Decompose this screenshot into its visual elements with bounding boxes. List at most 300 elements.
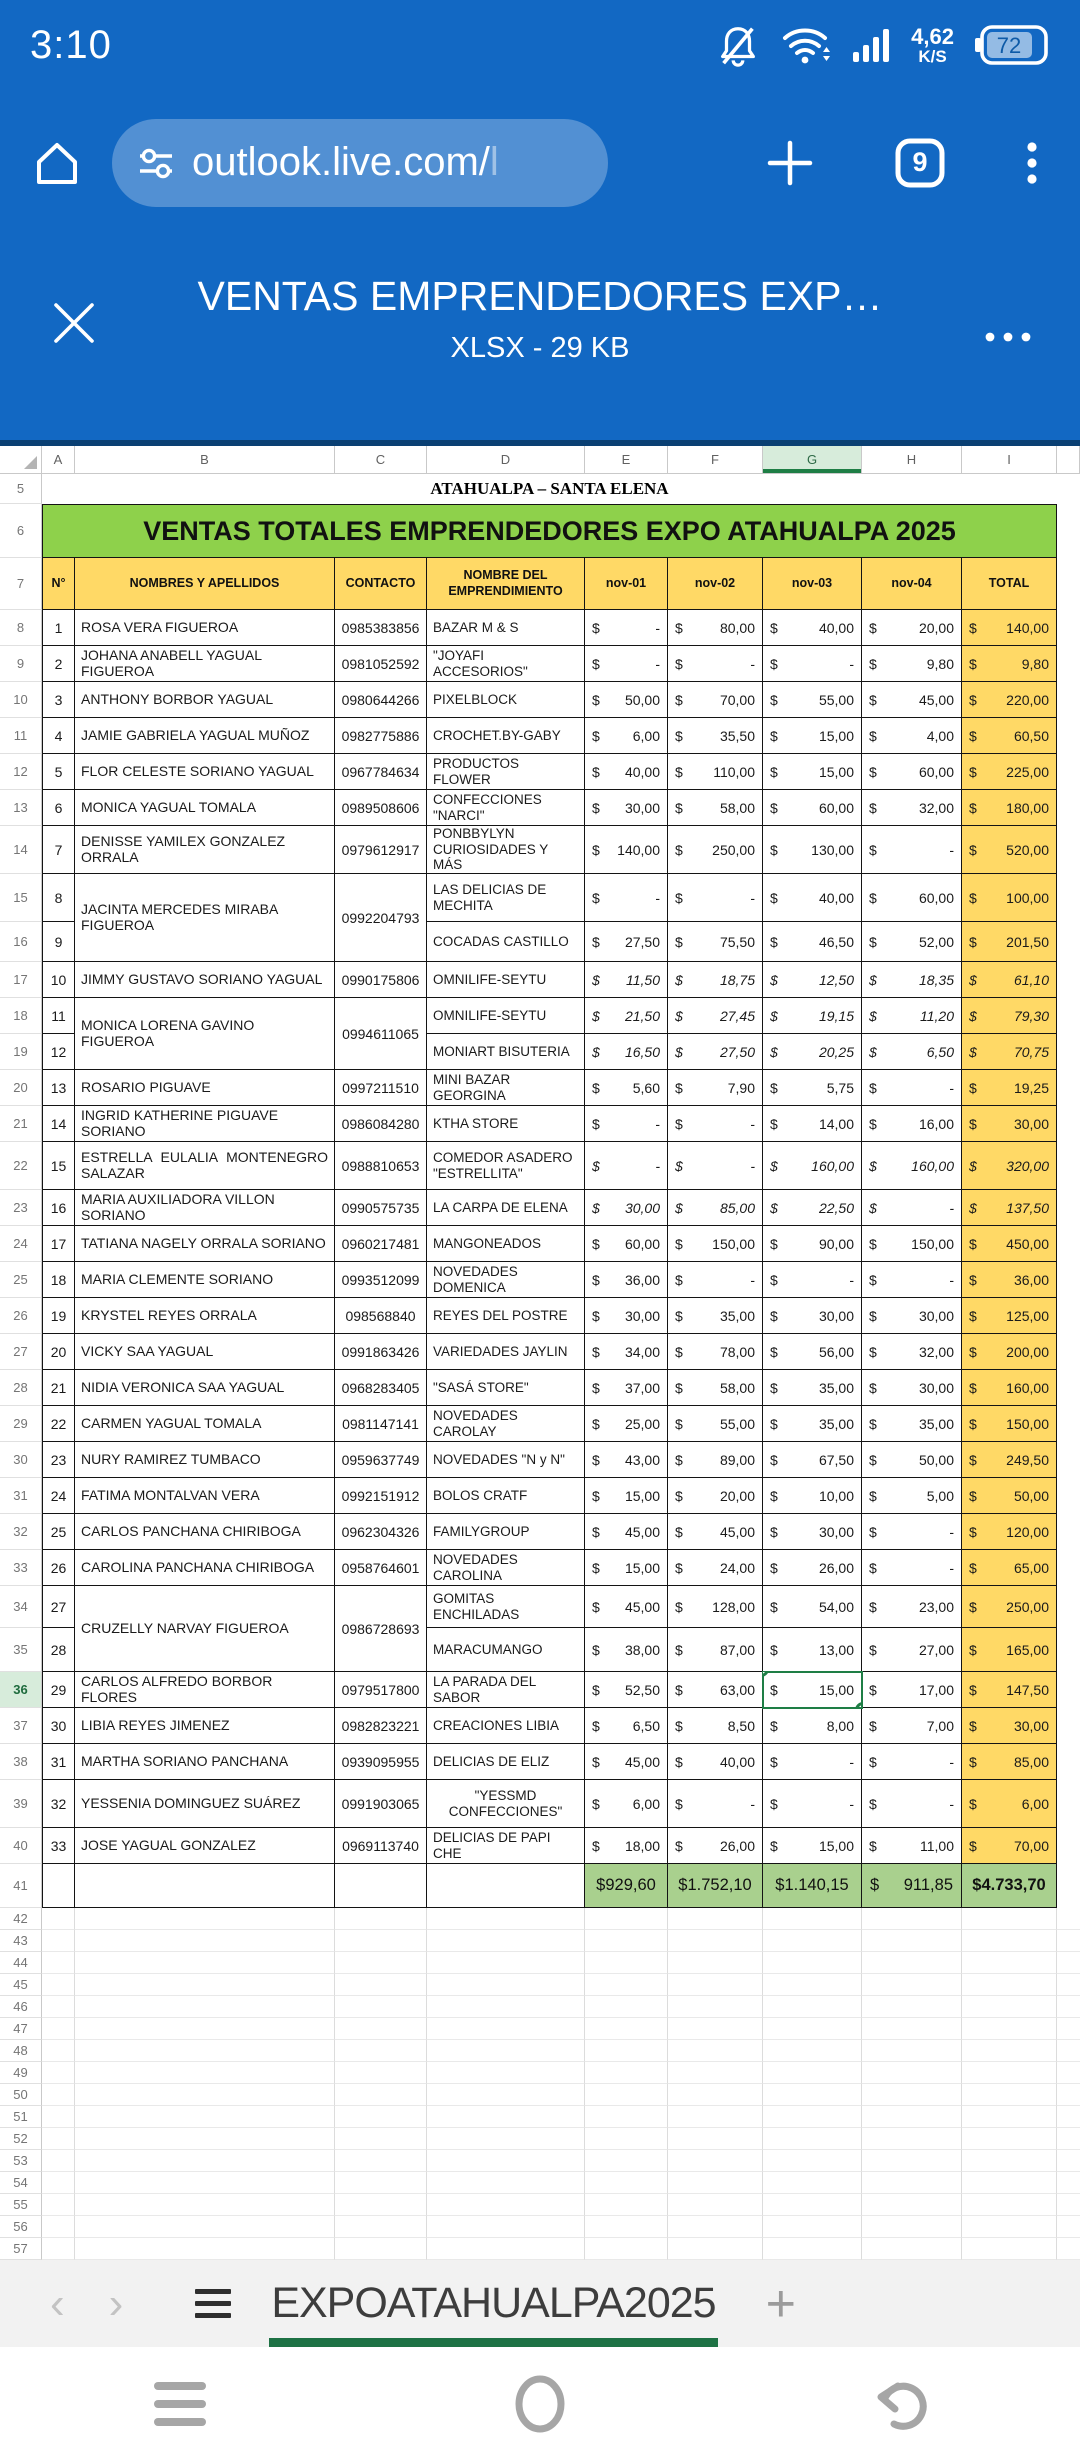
cell-empty-52[interactable]	[668, 2128, 763, 2150]
cell-B17[interactable]: JIMMY GUSTAVO SORIANO YAGUAL	[75, 962, 335, 998]
row-header-33[interactable]: 33	[0, 1550, 42, 1586]
cell-D16[interactable]: COCADAS CASTILLO	[427, 922, 585, 962]
cell-D9[interactable]: "JOYAFI ACCESORIOS"	[427, 646, 585, 682]
cell-empty-57[interactable]	[75, 2238, 335, 2260]
cell-B22[interactable]: ESTRELLA EULALIA MONTENEGRO SALAZAR	[75, 1142, 335, 1190]
cell-I11[interactable]: $ 60,50	[962, 718, 1057, 754]
cell-empty-45[interactable]	[763, 1974, 862, 1996]
cell-empty-54[interactable]	[862, 2172, 962, 2194]
cell-E37[interactable]: $ 6,50	[585, 1708, 668, 1744]
tab-switcher-button[interactable]	[894, 137, 946, 189]
cell-empty-46[interactable]	[42, 1996, 75, 2018]
cell-H30[interactable]: $ 50,00	[862, 1442, 962, 1478]
cell-H39[interactable]: $ -	[862, 1780, 962, 1828]
cell-F17[interactable]: $ 18,75	[668, 962, 763, 998]
cell-F11[interactable]: $ 35,50	[668, 718, 763, 754]
header-cell-E7[interactable]: nov-01	[585, 558, 668, 610]
cell-D28[interactable]: "SASÁ STORE"	[427, 1370, 585, 1406]
cell-empty-56[interactable]	[335, 2216, 427, 2238]
row-header-47[interactable]: 47	[0, 2018, 42, 2040]
cell-empty-52[interactable]	[763, 2128, 862, 2150]
cell-empty-43[interactable]	[668, 1930, 763, 1952]
cell-empty-43[interactable]	[862, 1930, 962, 1952]
cell-I20[interactable]: $ 19,25	[962, 1070, 1057, 1106]
cell-A9[interactable]: 2	[42, 646, 75, 682]
cell-A16[interactable]: 9	[42, 922, 75, 962]
cell-B9[interactable]: JOHANA ANABELL YAGUAL FIGUEROA	[75, 646, 335, 682]
cell-G26[interactable]: $ 30,00	[763, 1298, 862, 1334]
cell-G23[interactable]: $ 22,50	[763, 1190, 862, 1226]
row-header-26[interactable]: 26	[0, 1298, 42, 1334]
cell-empty-54[interactable]	[1057, 2172, 1080, 2194]
row-header-11[interactable]: 11	[0, 718, 42, 754]
cell-A8[interactable]: 1	[42, 610, 75, 646]
cell-B27[interactable]: VICKY SAA YAGUAL	[75, 1334, 335, 1370]
column-header-G[interactable]: G	[763, 446, 862, 474]
row-header-16[interactable]: 16	[0, 922, 42, 962]
cell-I17[interactable]: $ 61,10	[962, 962, 1057, 998]
cell-H12[interactable]: $ 60,00	[862, 754, 962, 790]
select-all-corner[interactable]	[0, 446, 42, 474]
cell-B13[interactable]: MONICA YAGUAL TOMALA	[75, 790, 335, 826]
cell-empty-53[interactable]	[42, 2150, 75, 2172]
cell-empty-56[interactable]	[763, 2216, 862, 2238]
cell-B18[interactable]: MONICA LORENA GAVINO FIGUEROA	[75, 998, 335, 1070]
cell-empty-49[interactable]	[668, 2062, 763, 2084]
cell-G41[interactable]: $1.140,15	[763, 1864, 862, 1908]
cell-empty-56[interactable]	[427, 2216, 585, 2238]
cell-E25[interactable]: $ 36,00	[585, 1262, 668, 1298]
cell-H9[interactable]: $ 9,80	[862, 646, 962, 682]
cell-empty-51[interactable]	[862, 2106, 962, 2128]
cell-empty-42[interactable]	[668, 1908, 763, 1930]
cell-G31[interactable]: $ 10,00	[763, 1478, 862, 1514]
cell-E40[interactable]: $ 18,00	[585, 1828, 668, 1864]
cell-B21[interactable]: INGRID KATHERINE PIGUAVE SORIANO	[75, 1106, 335, 1142]
cell-I9[interactable]: $ 9,80	[962, 646, 1057, 682]
cell-I38[interactable]: $ 85,00	[962, 1744, 1057, 1780]
cell-empty-53[interactable]	[427, 2150, 585, 2172]
cell-F13[interactable]: $ 58,00	[668, 790, 763, 826]
cell-empty-49[interactable]	[427, 2062, 585, 2084]
cell-H23[interactable]: $ -	[862, 1190, 962, 1226]
cell-H17[interactable]: $ 18,35	[862, 962, 962, 998]
cell-empty-47[interactable]	[1057, 2018, 1080, 2040]
cell-empty-50[interactable]	[668, 2084, 763, 2106]
row-header-39[interactable]: 39	[0, 1780, 42, 1828]
cell-G14[interactable]: $ 130,00	[763, 826, 862, 874]
cell-C17[interactable]: 0990175806	[335, 962, 427, 998]
row-header-53[interactable]: 53	[0, 2150, 42, 2172]
cell-F41[interactable]: $1.752,10	[668, 1864, 763, 1908]
header-cell-D7[interactable]: NOMBRE DEL EMPRENDIMIENTO	[427, 558, 585, 610]
cell-empty-52[interactable]	[1057, 2128, 1080, 2150]
cell-empty-48[interactable]	[42, 2040, 75, 2062]
cell-C38[interactable]: 0939095955	[335, 1744, 427, 1780]
row-header-7[interactable]: 7	[0, 558, 42, 610]
cell-A41[interactable]	[42, 1864, 75, 1908]
cell-empty-47[interactable]	[427, 2018, 585, 2040]
cell-empty-43[interactable]	[335, 1930, 427, 1952]
cell-empty-46[interactable]	[427, 1996, 585, 2018]
row-header-55[interactable]: 55	[0, 2194, 42, 2216]
cell-I39[interactable]: $ 6,00	[962, 1780, 1057, 1828]
cell-E32[interactable]: $ 45,00	[585, 1514, 668, 1550]
cell-empty-53[interactable]	[962, 2150, 1057, 2172]
cell-E16[interactable]: $ 27,50	[585, 922, 668, 962]
cell-D40[interactable]: DELICIAS DE PAPI CHE	[427, 1828, 585, 1864]
cell-A19[interactable]: 12	[42, 1034, 75, 1070]
cell-H14[interactable]: $ -	[862, 826, 962, 874]
cell-empty-53[interactable]	[763, 2150, 862, 2172]
cell-B41[interactable]	[75, 1864, 335, 1908]
new-tab-button[interactable]	[764, 137, 816, 189]
cell-empty-53[interactable]	[668, 2150, 763, 2172]
row-header-18[interactable]: 18	[0, 998, 42, 1034]
row-header-35[interactable]: 35	[0, 1628, 42, 1672]
row-header-37[interactable]: 37	[0, 1708, 42, 1744]
cell-F16[interactable]: $ 75,50	[668, 922, 763, 962]
cell-empty-49[interactable]	[962, 2062, 1057, 2084]
cell-empty-55[interactable]	[427, 2194, 585, 2216]
row-header-20[interactable]: 20	[0, 1070, 42, 1106]
cell-A34[interactable]: 27	[42, 1586, 75, 1628]
cell-B40[interactable]: JOSE YAGUAL GONZALEZ	[75, 1828, 335, 1864]
close-button[interactable]	[48, 297, 100, 349]
cell-empty-57[interactable]	[862, 2238, 962, 2260]
cell-A25[interactable]: 18	[42, 1262, 75, 1298]
cell-empty-50[interactable]	[335, 2084, 427, 2106]
cell-I15[interactable]: $ 100,00	[962, 874, 1057, 922]
cell-G40[interactable]: $ 15,00	[763, 1828, 862, 1864]
cell-H25[interactable]: $ -	[862, 1262, 962, 1298]
cell-A35[interactable]: 28	[42, 1628, 75, 1672]
cell-empty-43[interactable]	[962, 1930, 1057, 1952]
cell-empty-53[interactable]	[335, 2150, 427, 2172]
row-header-30[interactable]: 30	[0, 1442, 42, 1478]
next-sheet-button[interactable]: ›	[108, 2278, 124, 2328]
cell-E24[interactable]: $ 60,00	[585, 1226, 668, 1262]
cell-D26[interactable]: REYES DEL POSTRE	[427, 1298, 585, 1334]
cell-G20[interactable]: $ 5,75	[763, 1070, 862, 1106]
cell-empty-56[interactable]	[42, 2216, 75, 2238]
cell-empty-57[interactable]	[763, 2238, 862, 2260]
cell-D27[interactable]: VARIEDADES JAYLIN	[427, 1334, 585, 1370]
cell-I19[interactable]: $ 70,75	[962, 1034, 1057, 1070]
cell-F21[interactable]: $ -	[668, 1106, 763, 1142]
cell-H28[interactable]: $ 30,00	[862, 1370, 962, 1406]
cell-H11[interactable]: $ 4,00	[862, 718, 962, 754]
header-cell-B7[interactable]: NOMBRES Y APELLIDOS	[75, 558, 335, 610]
cell-A32[interactable]: 25	[42, 1514, 75, 1550]
cell-C29[interactable]: 0981147141	[335, 1406, 427, 1442]
cell-empty-51[interactable]	[585, 2106, 668, 2128]
cell-A22[interactable]: 15	[42, 1142, 75, 1190]
cell-C31[interactable]: 0992151912	[335, 1478, 427, 1514]
row-header-45[interactable]: 45	[0, 1974, 42, 1996]
cell-F27[interactable]: $ 78,00	[668, 1334, 763, 1370]
cell-A11[interactable]: 4	[42, 718, 75, 754]
row-header-57[interactable]: 57	[0, 2238, 42, 2260]
row-header-21[interactable]: 21	[0, 1106, 42, 1142]
cell-G27[interactable]: $ 56,00	[763, 1334, 862, 1370]
row-header-17[interactable]: 17	[0, 962, 42, 998]
cell-D39[interactable]: "YESSMD CONFECCIONES"	[427, 1780, 585, 1828]
cell-A28[interactable]: 21	[42, 1370, 75, 1406]
cell-B30[interactable]: NURY RAMIREZ TUMBACO	[75, 1442, 335, 1478]
cell-empty-55[interactable]	[1057, 2194, 1080, 2216]
row-header-40[interactable]: 40	[0, 1828, 42, 1864]
cell-G39[interactable]: $ -	[763, 1780, 862, 1828]
cell-empty-52[interactable]	[962, 2128, 1057, 2150]
cell-empty-54[interactable]	[585, 2172, 668, 2194]
cell-H18[interactable]: $ 11,20	[862, 998, 962, 1034]
cell-A37[interactable]: 30	[42, 1708, 75, 1744]
cell-A26[interactable]: 19	[42, 1298, 75, 1334]
row-header-24[interactable]: 24	[0, 1226, 42, 1262]
cell-A23[interactable]: 16	[42, 1190, 75, 1226]
cell-E20[interactable]: $ 5,60	[585, 1070, 668, 1106]
cell-D31[interactable]: BOLOS CRATF	[427, 1478, 585, 1514]
cell-G13[interactable]: $ 60,00	[763, 790, 862, 826]
cell-empty-50[interactable]	[42, 2084, 75, 2106]
row-header-8[interactable]: 8	[0, 610, 42, 646]
cell-A24[interactable]: 17	[42, 1226, 75, 1262]
cell-empty-44[interactable]	[335, 1952, 427, 1974]
row-header-10[interactable]: 10	[0, 682, 42, 718]
cell-G10[interactable]: $ 55,00	[763, 682, 862, 718]
cell-I24[interactable]: $ 450,00	[962, 1226, 1057, 1262]
cell-B24[interactable]: TATIANA NAGELY ORRALA SORIANO	[75, 1226, 335, 1262]
selection-handle-top[interactable]	[763, 1672, 769, 1677]
cell-empty-50[interactable]	[962, 2084, 1057, 2106]
cell-empty-55[interactable]	[763, 2194, 862, 2216]
header-cell-C7[interactable]: CONTACTO	[335, 558, 427, 610]
cell-D24[interactable]: MANGONEADOS	[427, 1226, 585, 1262]
cell-empty-46[interactable]	[862, 1996, 962, 2018]
cell-D36[interactable]: LA PARADA DEL SABOR	[427, 1672, 585, 1708]
row-header-9[interactable]: 9	[0, 646, 42, 682]
cell-empty-56[interactable]	[585, 2216, 668, 2238]
cell-D41[interactable]	[427, 1864, 585, 1908]
spreadsheet-viewport[interactable]	[0, 446, 1080, 2260]
cell-A15[interactable]: 8	[42, 874, 75, 922]
cell-E9[interactable]: $ -	[585, 646, 668, 682]
cell-I30[interactable]: $ 249,50	[962, 1442, 1057, 1478]
cell-F29[interactable]: $ 55,00	[668, 1406, 763, 1442]
row-header-51[interactable]: 51	[0, 2106, 42, 2128]
cell-B11[interactable]: JAMIE GABRIELA YAGUAL MUÑOZ	[75, 718, 335, 754]
nav-home-button[interactable]	[360, 2373, 720, 2435]
cell-H32[interactable]: $ -	[862, 1514, 962, 1550]
cell-empty-44[interactable]	[668, 1952, 763, 1974]
cell-E13[interactable]: $ 30,00	[585, 790, 668, 826]
cell-D37[interactable]: CREACIONES LIBIA	[427, 1708, 585, 1744]
cell-D19[interactable]: MONIART BISUTERIA	[427, 1034, 585, 1070]
row-header-54[interactable]: 54	[0, 2172, 42, 2194]
cell-C30[interactable]: 0959637749	[335, 1442, 427, 1478]
cell-empty-51[interactable]	[668, 2106, 763, 2128]
cell-empty-54[interactable]	[427, 2172, 585, 2194]
column-header-D[interactable]: D	[427, 446, 585, 474]
cell-E27[interactable]: $ 34,00	[585, 1334, 668, 1370]
cell-D21[interactable]: KTHA STORE	[427, 1106, 585, 1142]
cell-empty-56[interactable]	[75, 2216, 335, 2238]
cell-B29[interactable]: CARMEN YAGUAL TOMALA	[75, 1406, 335, 1442]
cell-empty-48[interactable]	[668, 2040, 763, 2062]
cell-D22[interactable]: COMEDOR ASADERO "ESTRELLITA"	[427, 1142, 585, 1190]
header-cell-F7[interactable]: nov-02	[668, 558, 763, 610]
cell-empty-50[interactable]	[75, 2084, 335, 2106]
cell-C18[interactable]: 0994611065	[335, 998, 427, 1070]
cell-empty-49[interactable]	[335, 2062, 427, 2084]
cell-A40[interactable]: 33	[42, 1828, 75, 1864]
cell-empty-45[interactable]	[585, 1974, 668, 1996]
cell-empty-45[interactable]	[42, 1974, 75, 1996]
cell-empty-42[interactable]	[335, 1908, 427, 1930]
cell-F10[interactable]: $ 70,00	[668, 682, 763, 718]
cell-empty-45[interactable]	[1057, 1974, 1080, 1996]
column-header-F[interactable]: F	[668, 446, 763, 474]
row-header-32[interactable]: 32	[0, 1514, 42, 1550]
cell-C37[interactable]: 0982823221	[335, 1708, 427, 1744]
cell-empty-42[interactable]	[585, 1908, 668, 1930]
cell-F34[interactable]: $ 128,00	[668, 1586, 763, 1628]
cell-H37[interactable]: $ 7,00	[862, 1708, 962, 1744]
cell-empty-42[interactable]	[763, 1908, 862, 1930]
cell-F36[interactable]: $ 63,00	[668, 1672, 763, 1708]
row-header-19[interactable]: 19	[0, 1034, 42, 1070]
cell-D17[interactable]: OMNILIFE-SEYTU	[427, 962, 585, 998]
cell-B10[interactable]: ANTHONY BORBOR YAGUAL	[75, 682, 335, 718]
cell-C12[interactable]: 0967784634	[335, 754, 427, 790]
cell-F9[interactable]: $ -	[668, 646, 763, 682]
cell-empty-53[interactable]	[1057, 2150, 1080, 2172]
cell-banner-title[interactable]: VENTAS TOTALES EMPRENDEDORES EXPO ATAHUALPA 2025	[42, 504, 1057, 558]
cell-empty-47[interactable]	[335, 2018, 427, 2040]
cell-empty-49[interactable]	[585, 2062, 668, 2084]
row-header-6[interactable]: 6	[0, 504, 42, 558]
cell-G8[interactable]: $ 40,00	[763, 610, 862, 646]
row-header-44[interactable]: 44	[0, 1952, 42, 1974]
cell-H13[interactable]: $ 32,00	[862, 790, 962, 826]
cell-A10[interactable]: 3	[42, 682, 75, 718]
cell-I31[interactable]: $ 50,00	[962, 1478, 1057, 1514]
row-header-56[interactable]: 56	[0, 2216, 42, 2238]
cell-D30[interactable]: NOVEDADES "N y N"	[427, 1442, 585, 1478]
cell-empty-55[interactable]	[75, 2194, 335, 2216]
cell-empty-57[interactable]	[668, 2238, 763, 2260]
cell-empty-43[interactable]	[42, 1930, 75, 1952]
cell-A18[interactable]: 11	[42, 998, 75, 1034]
cell-F30[interactable]: $ 89,00	[668, 1442, 763, 1478]
cell-empty-44[interactable]	[42, 1952, 75, 1974]
cell-F15[interactable]: $ -	[668, 874, 763, 922]
cell-B36[interactable]: CARLOS ALFREDO BORBOR FLORES	[75, 1672, 335, 1708]
row-header-27[interactable]: 27	[0, 1334, 42, 1370]
cell-D13[interactable]: CONFECCIONES "NARCI"	[427, 790, 585, 826]
cell-empty-45[interactable]	[862, 1974, 962, 1996]
cell-empty-52[interactable]	[862, 2128, 962, 2150]
selection-handle-bottom[interactable]	[855, 1702, 862, 1708]
cell-empty-45[interactable]	[668, 1974, 763, 1996]
cell-C26[interactable]: 098568840	[335, 1298, 427, 1334]
cell-empty-43[interactable]	[585, 1930, 668, 1952]
row-header-34[interactable]: 34	[0, 1586, 42, 1628]
cell-F26[interactable]: $ 35,00	[668, 1298, 763, 1334]
cell-G24[interactable]: $ 90,00	[763, 1226, 862, 1262]
cell-empty-52[interactable]	[585, 2128, 668, 2150]
cell-B12[interactable]: FLOR CELESTE SORIANO YAGUAL	[75, 754, 335, 790]
cell-C22[interactable]: 0988810653	[335, 1142, 427, 1190]
cell-empty-47[interactable]	[585, 2018, 668, 2040]
row-header-41[interactable]: 41	[0, 1864, 42, 1908]
cell-C14[interactable]: 0979612917	[335, 826, 427, 874]
cell-empty-48[interactable]	[335, 2040, 427, 2062]
cell-B28[interactable]: NIDIA VERONICA SAA YAGUAL	[75, 1370, 335, 1406]
cell-A13[interactable]: 6	[42, 790, 75, 826]
cell-B33[interactable]: CAROLINA PANCHANA CHIRIBOGA	[75, 1550, 335, 1586]
row-header-43[interactable]: 43	[0, 1930, 42, 1952]
cell-C8[interactable]: 0985383856	[335, 610, 427, 646]
cell-E14[interactable]: $ 140,00	[585, 826, 668, 874]
cell-empty-54[interactable]	[42, 2172, 75, 2194]
cell-I12[interactable]: $ 225,00	[962, 754, 1057, 790]
row-header-22[interactable]: 22	[0, 1142, 42, 1190]
cell-D38[interactable]: DELICIAS DE ELIZ	[427, 1744, 585, 1780]
cell-C25[interactable]: 0993512099	[335, 1262, 427, 1298]
cell-H21[interactable]: $ 16,00	[862, 1106, 962, 1142]
cell-E23[interactable]: $ 30,00	[585, 1190, 668, 1226]
cell-A20[interactable]: 13	[42, 1070, 75, 1106]
cell-empty-52[interactable]	[75, 2128, 335, 2150]
cell-empty-57[interactable]	[335, 2238, 427, 2260]
cell-A14[interactable]: 7	[42, 826, 75, 874]
cell-A27[interactable]: 20	[42, 1334, 75, 1370]
header-cell-G7[interactable]: nov-03	[763, 558, 862, 610]
cell-empty-42[interactable]	[42, 1908, 75, 1930]
cell-H26[interactable]: $ 30,00	[862, 1298, 962, 1334]
cell-F14[interactable]: $ 250,00	[668, 826, 763, 874]
cell-H35[interactable]: $ 27,00	[862, 1628, 962, 1672]
cell-I37[interactable]: $ 30,00	[962, 1708, 1057, 1744]
row-header-49[interactable]: 49	[0, 2062, 42, 2084]
cell-empty-47[interactable]	[763, 2018, 862, 2040]
cell-empty-56[interactable]	[962, 2216, 1057, 2238]
cell-empty-49[interactable]	[42, 2062, 75, 2084]
cell-C24[interactable]: 0960217481	[335, 1226, 427, 1262]
cell-B39[interactable]: YESSENIA DOMINGUEZ SUÁREZ	[75, 1780, 335, 1828]
cell-G32[interactable]: $ 30,00	[763, 1514, 862, 1550]
prev-sheet-button[interactable]: ‹	[50, 2278, 65, 2328]
cell-empty-52[interactable]	[42, 2128, 75, 2150]
cell-C34[interactable]: 0986728693	[335, 1586, 427, 1672]
cell-empty-50[interactable]	[763, 2084, 862, 2106]
cell-empty-49[interactable]	[75, 2062, 335, 2084]
cell-G25[interactable]: $ -	[763, 1262, 862, 1298]
cell-empty-51[interactable]	[75, 2106, 335, 2128]
cell-empty-45[interactable]	[75, 1974, 335, 1996]
cell-I25[interactable]: $ 36,00	[962, 1262, 1057, 1298]
cell-I32[interactable]: $ 120,00	[962, 1514, 1057, 1550]
row-header-31[interactable]: 31	[0, 1478, 42, 1514]
cell-I26[interactable]: $ 125,00	[962, 1298, 1057, 1334]
cell-I16[interactable]: $ 201,50	[962, 922, 1057, 962]
cell-empty-44[interactable]	[427, 1952, 585, 1974]
cell-empty-42[interactable]	[1057, 1908, 1080, 1930]
cell-empty-51[interactable]	[962, 2106, 1057, 2128]
cell-empty-43[interactable]	[75, 1930, 335, 1952]
